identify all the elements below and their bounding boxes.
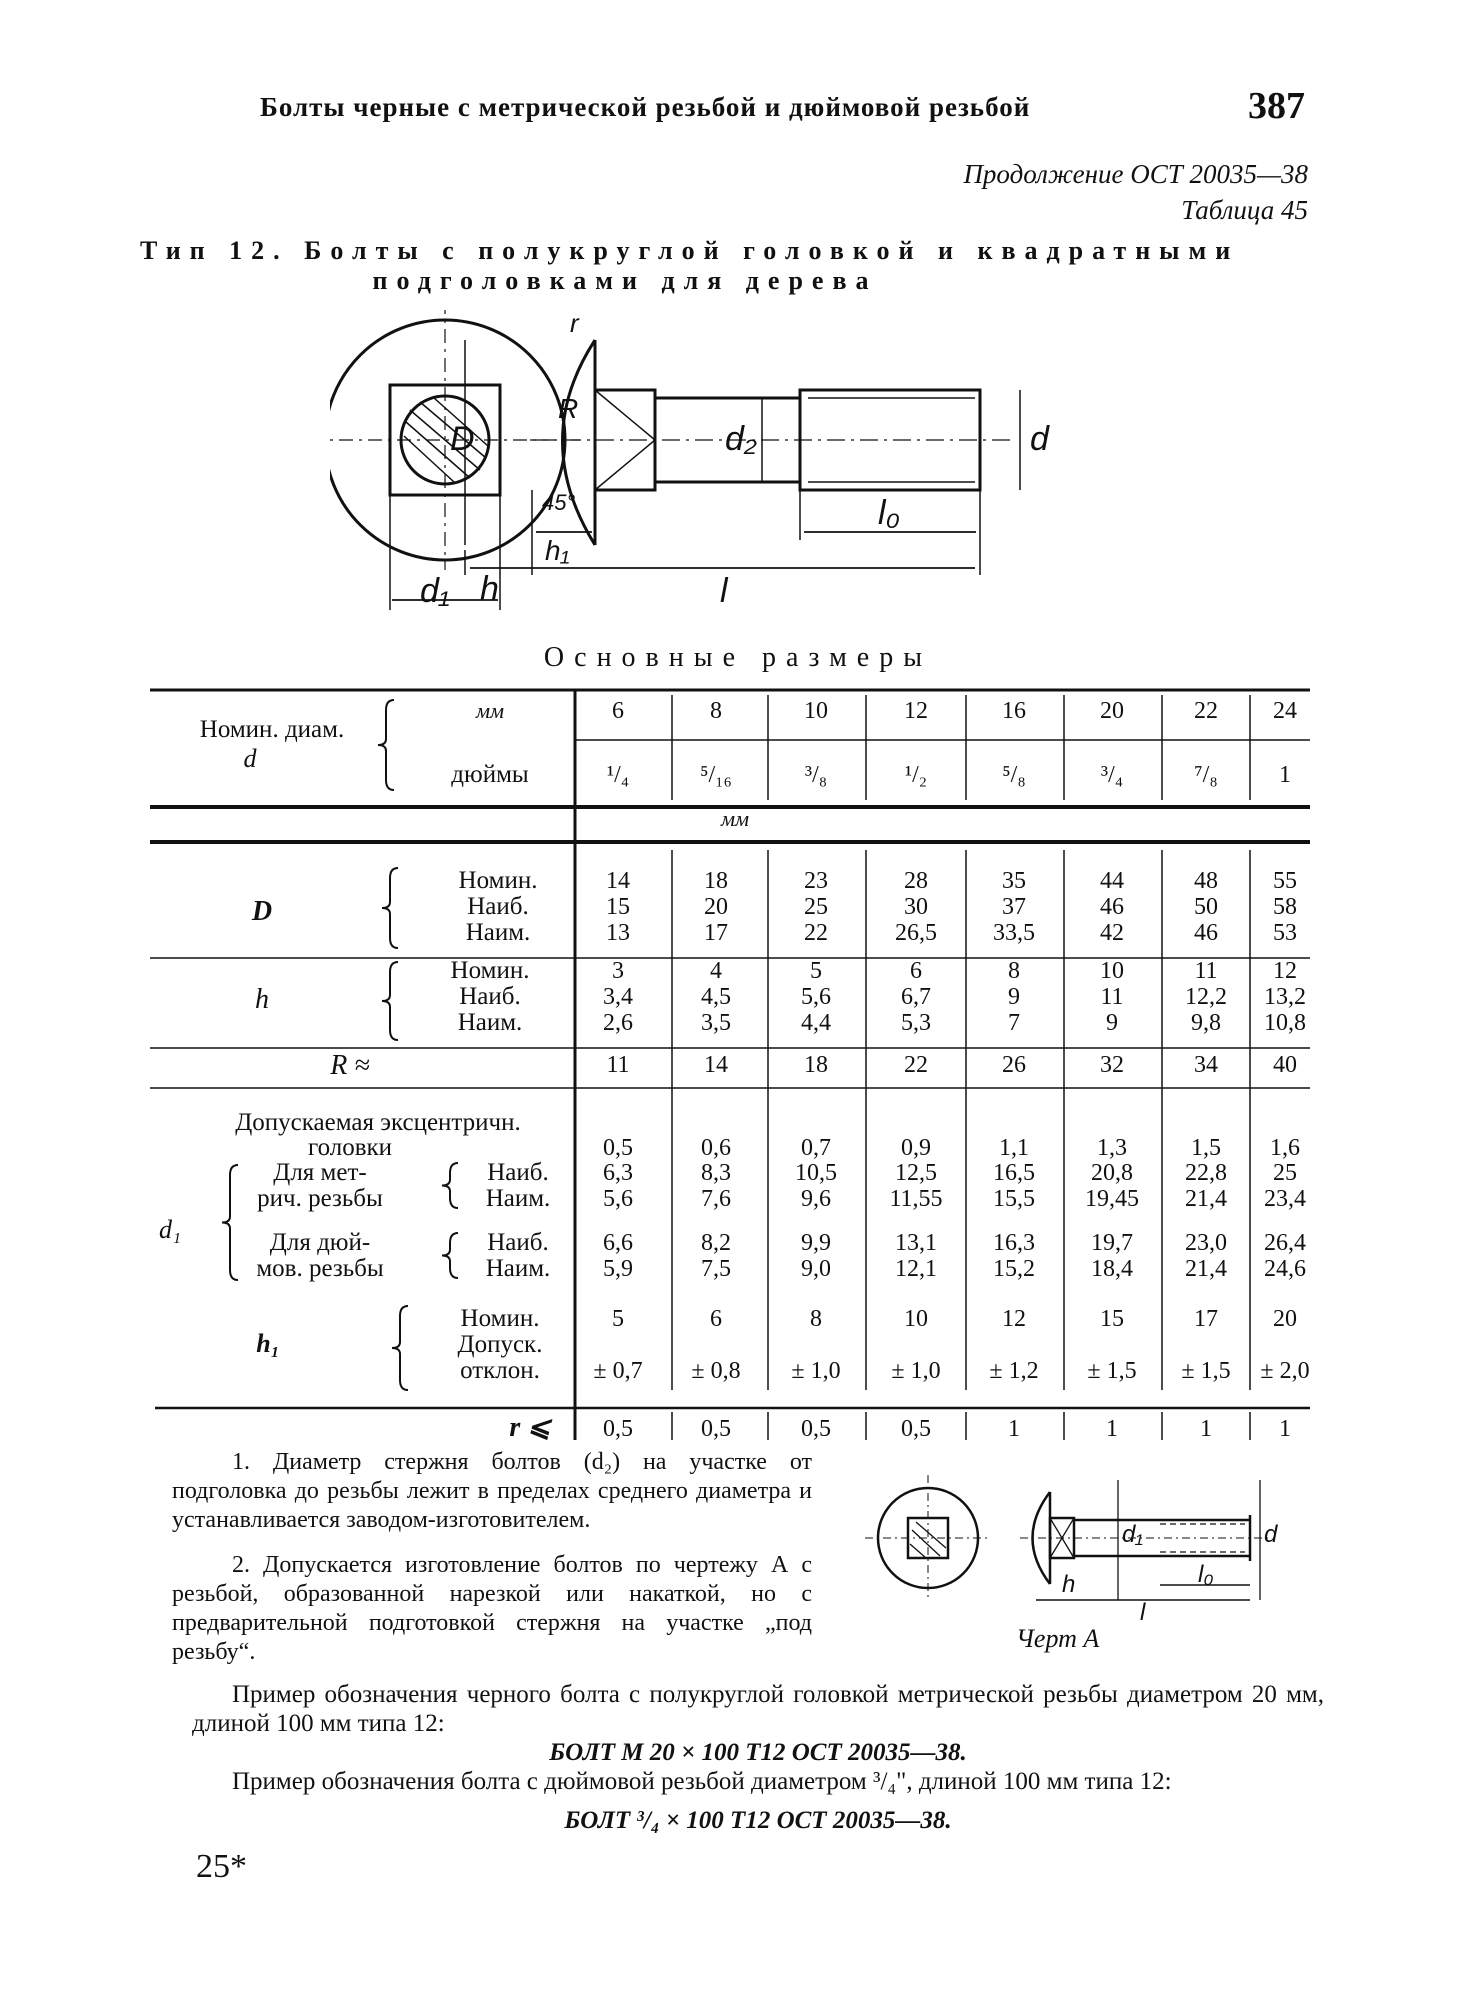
- ecc-row-0: 0,5: [603, 1135, 633, 1161]
- h-row-2-3: 5,3: [901, 1010, 931, 1036]
- h-row-0-7: 12: [1273, 958, 1297, 984]
- inch-size-5: ³/₄: [1100, 762, 1124, 788]
- D-row-2-2: 22: [804, 920, 828, 946]
- d1-imin-2: 9,0: [801, 1256, 831, 1282]
- d1-imax-7: 26,4: [1264, 1230, 1306, 1256]
- d1-max-1: Наиб.: [487, 1159, 549, 1186]
- D-row-2-5: 42: [1100, 920, 1124, 946]
- type-title-line2: подголовками для дерева: [372, 266, 878, 295]
- nom-diam-label: Номин. диам.: [199, 716, 345, 743]
- r-row-2: 0,5: [801, 1416, 831, 1442]
- type-title-line1: Тип 12. Болты с полукруглой головкой и квадратными: [140, 236, 1240, 265]
- h-row-0-6: 11: [1194, 958, 1218, 984]
- D-row-0-1: 18: [704, 868, 728, 894]
- chert-a-caption: Черт А: [1016, 1624, 1100, 1653]
- h1-nom-4: 12: [1002, 1306, 1026, 1332]
- h-row-0-2: 5: [810, 958, 822, 984]
- h-row-1-0: 3,4: [603, 984, 633, 1010]
- r-row-0: 0,5: [603, 1416, 633, 1442]
- d1-mmin-1: 7,6: [701, 1186, 731, 1212]
- mm-size-1: 8: [710, 698, 722, 724]
- D-row-1-7: 58: [1273, 894, 1297, 920]
- label-r: r: [570, 310, 579, 338]
- chert-a-d: d: [1264, 1521, 1278, 1548]
- continuation-label: Продолжение ОСТ 20035—38: [963, 159, 1308, 189]
- chert-a-l0: l₀: [1198, 1561, 1214, 1588]
- D-row-1-3: 30: [904, 894, 928, 920]
- inch-size-3: ¹/₂: [904, 762, 928, 788]
- d1-mmax-0: 6,3: [603, 1160, 633, 1186]
- inches-label: дюймы: [451, 761, 529, 788]
- h1-label-2: Допуск.: [457, 1331, 543, 1358]
- brace: [382, 868, 398, 948]
- inch-size-4: ⁵/₈: [1002, 762, 1026, 788]
- h1-nom-6: 17: [1194, 1306, 1218, 1332]
- h-row-2-7: 10,8: [1264, 1010, 1306, 1036]
- d1-mmax-5: 20,8: [1091, 1160, 1133, 1186]
- d1-mmin-4: 15,5: [993, 1186, 1035, 1212]
- chert-a-h: h: [1062, 1571, 1076, 1598]
- D-row-0-0: 14: [606, 868, 630, 894]
- D-row-0-3: 28: [904, 868, 928, 894]
- h-row-1-4: 9: [1008, 984, 1020, 1010]
- D-row-2-1: 17: [704, 920, 728, 946]
- d1-mmin-3: 11,55: [889, 1186, 943, 1212]
- R-row-6: 34: [1194, 1052, 1218, 1078]
- example-2-text: Пример обозначения болта с дюймовой резьбой диаметром ³/₄", длиной 100 мм типа 12:: [232, 1768, 1172, 1795]
- d1-imax-2: 9,9: [801, 1230, 831, 1256]
- nom-diam-symbol: d: [243, 744, 257, 773]
- d1-imax-5: 19,7: [1091, 1230, 1133, 1256]
- label-angle: 45°: [542, 490, 576, 515]
- d1-imin-3: 12,1: [895, 1256, 937, 1282]
- h-row-2-1: 3,5: [701, 1010, 731, 1036]
- d1-imax-3: 13,1: [895, 1230, 937, 1256]
- h-row-2-2: 4,4: [801, 1010, 831, 1036]
- brace: [442, 1233, 458, 1278]
- h-row-1-3: 6,7: [901, 984, 931, 1010]
- d1-min-2: Наим.: [485, 1255, 551, 1282]
- d1-imin-5: 18,4: [1091, 1256, 1133, 1282]
- ecc-row-2: 0,7: [801, 1135, 831, 1161]
- h1-nom-7: 20: [1273, 1306, 1297, 1332]
- r-row-3: 0,5: [901, 1416, 931, 1442]
- D-row-1-1: 20: [704, 894, 728, 920]
- mm-size-4: 16: [1002, 698, 1026, 724]
- h1-label-3: отклон.: [460, 1357, 540, 1384]
- d1-mmin-7: 23,4: [1264, 1186, 1306, 1212]
- label-d: d: [1030, 420, 1049, 458]
- inch-size-6: ⁷/₈: [1194, 762, 1218, 788]
- d1-min-1: Наим.: [485, 1185, 551, 1212]
- R-row-0: 11: [606, 1052, 630, 1078]
- example-1-text: Пример обозначения черного болта с полукруглой головкой метрической резьбы диаметром 20 мм, длиной 100 мм типа 12:: [192, 1681, 1324, 1737]
- h1-tol-1: ± 0,8: [691, 1358, 741, 1384]
- D-row-0-6: 48: [1194, 868, 1218, 894]
- h1-tol-4: ± 1,2: [989, 1358, 1039, 1384]
- d1-mmax-4: 16,5: [993, 1160, 1035, 1186]
- h-row-1-6: 12,2: [1185, 984, 1227, 1010]
- h1-tol-3: ± 1,0: [891, 1358, 941, 1384]
- h1-nom-3: 10: [904, 1306, 928, 1332]
- d1-imax-6: 23,0: [1185, 1230, 1227, 1256]
- h-row-1-1: 4,5: [701, 984, 731, 1010]
- note-2: 2. Допускается изготовление болтов по чертежу А с резьбой, образованной нарезкой или накаткой, но с предварительной подготовкой стержня на участке „под резьбу“.: [172, 1552, 812, 1665]
- D-row-2-6: 46: [1194, 920, 1218, 946]
- d1-mmax-1: 8,3: [701, 1160, 731, 1186]
- h-row-0-3: 6: [910, 958, 922, 984]
- h-row-0-5: 10: [1100, 958, 1124, 984]
- label-d2: d₂: [725, 420, 757, 458]
- ecc-row-7: 1,6: [1270, 1135, 1300, 1161]
- inch-size-1: ⁵/₁₆: [700, 762, 732, 788]
- h1-tol-0: ± 0,7: [593, 1358, 643, 1384]
- label-R: R: [558, 393, 579, 424]
- R-row-5: 32: [1100, 1052, 1124, 1078]
- D-row-0-4: 35: [1002, 868, 1026, 894]
- h1-nom-5: 15: [1100, 1306, 1124, 1332]
- h-row-0-4: 8: [1008, 958, 1020, 984]
- ecc-row-1: 0,6: [701, 1135, 731, 1161]
- example-2-designation: БОЛТ ³/₄ × 100 Т12 ОСТ 20035—38.: [564, 1807, 952, 1834]
- mm-size-6: 22: [1194, 698, 1218, 724]
- h1-nom-1: 6: [710, 1306, 722, 1332]
- mm-size-7: 24: [1273, 698, 1297, 724]
- D-row-0-5: 44: [1100, 868, 1124, 894]
- d1-mmin-5: 19,45: [1085, 1186, 1139, 1212]
- d1-symbol: d₁: [158, 1215, 182, 1244]
- chert-a-d1: d₁: [1122, 1521, 1143, 1548]
- h-symbol: h: [255, 984, 269, 1015]
- inch-size-0: ¹/₄: [606, 762, 630, 788]
- label-l: l: [720, 572, 728, 610]
- d1-imin-6: 21,4: [1185, 1256, 1227, 1282]
- mm-size-2: 10: [804, 698, 828, 724]
- D-symbol: D: [251, 896, 273, 927]
- d1-imax-4: 16,3: [993, 1230, 1035, 1256]
- inch-size-2: ³/₈: [804, 762, 828, 788]
- h1-symbol: h₁: [256, 1329, 280, 1358]
- D-label-0: Номин.: [458, 867, 538, 894]
- R-row-3: 22: [904, 1052, 928, 1078]
- r-row-1: 0,5: [701, 1416, 731, 1442]
- h-label-0: Номин.: [450, 957, 530, 984]
- h1-nom-0: 5: [612, 1306, 624, 1332]
- h-row-1-2: 5,6: [801, 984, 831, 1010]
- note-1: 1. Диаметр стержня болтов (d₂) на участке от подголовка до резьбы лежит в пределах среднего диаметра и устанавливается заводом-изготовителем.: [172, 1449, 812, 1533]
- r-label: r ⩽: [509, 1412, 551, 1443]
- d1-mmin-6: 21,4: [1185, 1186, 1227, 1212]
- running-title: Болты черные с метрической резьбой и дюймовой резьбой: [260, 92, 1031, 122]
- mm-size-5: 20: [1100, 698, 1124, 724]
- ecc-row-3: 0,9: [901, 1135, 931, 1161]
- h-row-0-1: 4: [710, 958, 722, 984]
- d1-imin-4: 15,2: [993, 1256, 1035, 1282]
- d1-metric-2: рич. резьбы: [257, 1185, 383, 1212]
- ecc-row-6: 1,5: [1191, 1135, 1221, 1161]
- example-1-designation: БОЛТ М 20 × 100 Т12 ОСТ 20035—38.: [549, 1739, 967, 1766]
- r-row-6: 1: [1200, 1416, 1212, 1442]
- h-label-2: Наим.: [457, 1009, 523, 1036]
- label-h: h: [480, 570, 499, 608]
- page-footnote: 25*: [196, 1848, 247, 1885]
- brace: [222, 1165, 238, 1280]
- D-row-1-0: 15: [606, 894, 630, 920]
- r-row-7: 1: [1279, 1416, 1291, 1442]
- d1-max-2: Наиб.: [487, 1229, 549, 1256]
- d1-imin-0: 5,9: [603, 1256, 633, 1282]
- brace: [378, 700, 394, 790]
- ecc-row-5: 1,3: [1097, 1135, 1127, 1161]
- unit-mm: мм: [720, 806, 750, 831]
- d1-mmax-3: 12,5: [895, 1160, 937, 1186]
- D-row-2-3: 26,5: [895, 920, 937, 946]
- d1-mmax-6: 22,8: [1185, 1160, 1227, 1186]
- D-label-1: Наиб.: [467, 893, 529, 920]
- D-row-2-0: 13: [606, 920, 630, 946]
- h1-tol-6: ± 1,5: [1181, 1358, 1231, 1384]
- d1-mmin-2: 9,6: [801, 1186, 831, 1212]
- inch-size-7: 1: [1279, 762, 1291, 788]
- h1-nom-2: 8: [810, 1306, 822, 1332]
- h1-tol-5: ± 1,5: [1087, 1358, 1137, 1384]
- R-row-4: 26: [1002, 1052, 1026, 1078]
- label-l0: l₀: [878, 494, 900, 532]
- r-row-5: 1: [1106, 1416, 1118, 1442]
- brace: [392, 1306, 408, 1390]
- h-row-2-0: 2,6: [603, 1010, 633, 1036]
- h-row-1-7: 13,2: [1264, 984, 1306, 1010]
- d1-imax-0: 6,6: [603, 1230, 633, 1256]
- d1-imin-7: 24,6: [1264, 1256, 1306, 1282]
- d1-mmax-2: 10,5: [795, 1160, 837, 1186]
- d1-mmin-0: 5,6: [603, 1186, 633, 1212]
- label-d1: d₁: [420, 572, 450, 610]
- d1-metric-1: Для мет-: [273, 1159, 367, 1186]
- h1-tol-2: ± 1,0: [791, 1358, 841, 1384]
- section-title: Основные размеры: [543, 642, 933, 673]
- R-label: R ≈: [330, 1050, 370, 1081]
- notes: [172, 1448, 812, 1683]
- ecc-label-2: головки: [307, 1134, 393, 1161]
- d1-imin-1: 7,5: [701, 1256, 731, 1282]
- D-row-1-4: 37: [1002, 894, 1026, 920]
- h-row-0-0: 3: [612, 958, 624, 984]
- examples: [192, 1680, 1324, 1835]
- brace: [382, 962, 398, 1040]
- label-h1: h₁: [545, 535, 570, 566]
- r-row-4: 1: [1008, 1416, 1020, 1442]
- D-row-2-7: 53: [1273, 920, 1297, 946]
- h1-label-1: Номин.: [460, 1305, 540, 1332]
- mm-label: мм: [475, 698, 505, 723]
- mm-size-0: 6: [612, 698, 624, 724]
- D-row-2-4: 33,5: [993, 920, 1035, 946]
- page-number: 387: [1248, 85, 1305, 127]
- h-row-2-6: 9,8: [1191, 1010, 1221, 1036]
- D-row-1-6: 50: [1194, 894, 1218, 920]
- ecc-row-4: 1,1: [999, 1135, 1029, 1161]
- h-row-2-4: 7: [1008, 1010, 1020, 1036]
- D-row-1-5: 46: [1100, 894, 1124, 920]
- R-row-1: 14: [704, 1052, 728, 1078]
- h-row-2-5: 9: [1106, 1010, 1118, 1036]
- chert-a-l: l: [1140, 1599, 1146, 1620]
- d1-inch-1: Для дюй-: [269, 1229, 371, 1256]
- h-label-1: Наиб.: [459, 983, 521, 1010]
- D-label-2: Наим.: [465, 919, 531, 946]
- d1-mmax-7: 25: [1273, 1160, 1297, 1186]
- label-D: D: [450, 420, 475, 458]
- mm-size-3: 12: [904, 698, 928, 724]
- R-row-2: 18: [804, 1052, 828, 1078]
- d1-inch-2: мов. резьбы: [256, 1255, 384, 1282]
- h-row-1-5: 11: [1100, 984, 1124, 1010]
- brace: [442, 1163, 458, 1208]
- D-row-0-2: 23: [804, 868, 828, 894]
- drawing-a: [850, 1460, 1290, 1620]
- D-row-0-7: 55: [1273, 868, 1297, 894]
- ecc-label-1: Допускаемая эксцентричн.: [235, 1109, 521, 1136]
- d1-imax-1: 8,2: [701, 1230, 731, 1256]
- h1-tol-7: ± 2,0: [1260, 1358, 1310, 1384]
- table-number: Таблица 45: [1181, 195, 1308, 225]
- D-row-1-2: 25: [804, 894, 828, 920]
- R-row-7: 40: [1273, 1052, 1297, 1078]
